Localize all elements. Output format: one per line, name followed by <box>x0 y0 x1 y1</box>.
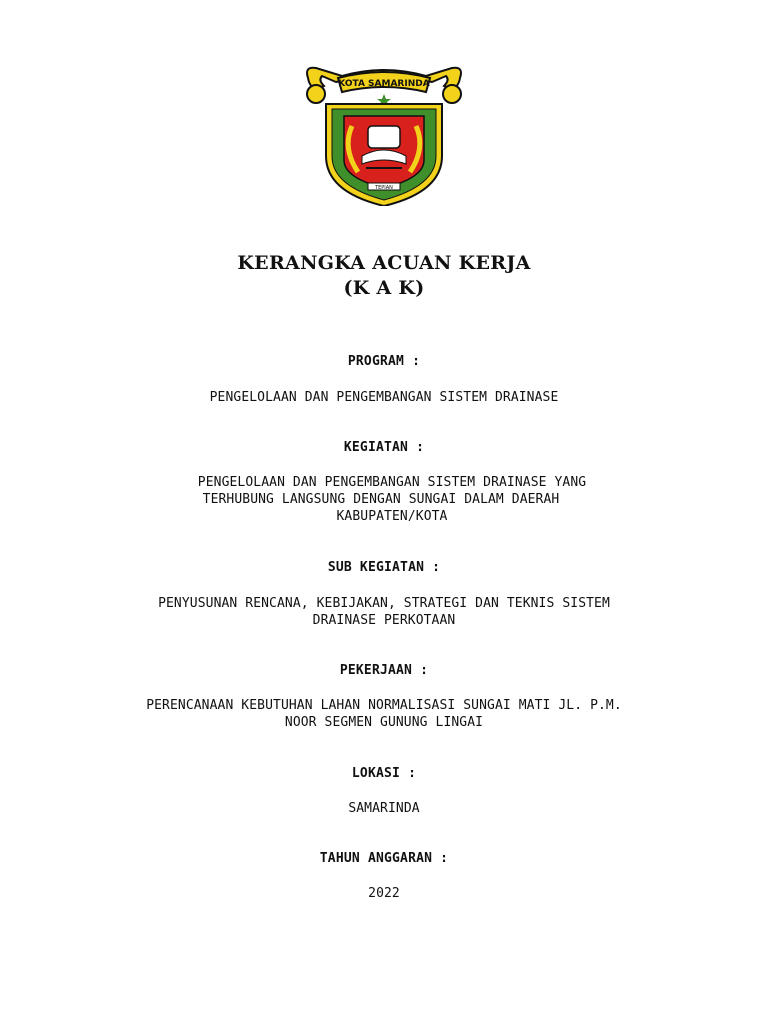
document-title: KERANGKA ACUAN KERJA <box>237 252 531 274</box>
program-value <box>0 389 768 406</box>
document-abbreviation: (K A K) <box>343 277 425 299</box>
program-label: PROGRAM : <box>347 354 421 369</box>
pekerjaan-value <box>0 697 768 731</box>
kegiatan-line: TERHUBUNG LANGSUNG DENGAN SUNGAI DALAM DAERAH <box>202 492 560 507</box>
lokasi-line: SAMARINDA <box>348 801 420 816</box>
pekerjaan-label: PEKERJAAN : <box>339 663 429 678</box>
pekerjaan-line: NOOR SEGMEN GUNUNG LINGAI <box>284 715 484 730</box>
tahun-anggaran-label: TAHUN ANGGARAN : <box>319 851 449 866</box>
kegiatan-value <box>8 474 768 525</box>
sub-kegiatan-value <box>0 595 768 629</box>
tahun-anggaran-value <box>0 885 768 902</box>
kegiatan-line: PENGELOLAAN DAN PENGEMBANGAN SISTEM DRAINASE YANG <box>197 475 587 490</box>
sub-kegiatan-line: PENYUSUNAN RENCANA, KEBIJAKAN, STRATEGI DAN TEKNIS SISTEM <box>158 596 610 611</box>
emblem-motto-text: TEPIAN <box>375 185 393 191</box>
program-line: PENGELOLAAN DAN PENGEMBANGAN SISTEM DRAINASE <box>209 390 559 405</box>
kegiatan-line: KABUPATEN/KOTA <box>336 509 448 524</box>
sub-kegiatan-line: DRAINASE PERKOTAAN <box>312 613 456 628</box>
kegiatan-label: KEGIATAN : <box>343 440 425 455</box>
sub-kegiatan-label: SUB KEGIATAN : <box>327 560 441 575</box>
lokasi-label: LOKASI : <box>351 766 417 781</box>
kota-samarinda-emblem <box>302 64 466 206</box>
lokasi-value <box>0 800 768 817</box>
pekerjaan-line: PERENCANAAN KEBUTUHAN LAHAN NORMALISASI SUNGAI MATI JL. P.M. <box>146 698 622 713</box>
emblem-ribbon-text: KOTA SAMARINDA <box>338 79 430 89</box>
tahun-anggaran-line: 2022 <box>368 886 400 901</box>
